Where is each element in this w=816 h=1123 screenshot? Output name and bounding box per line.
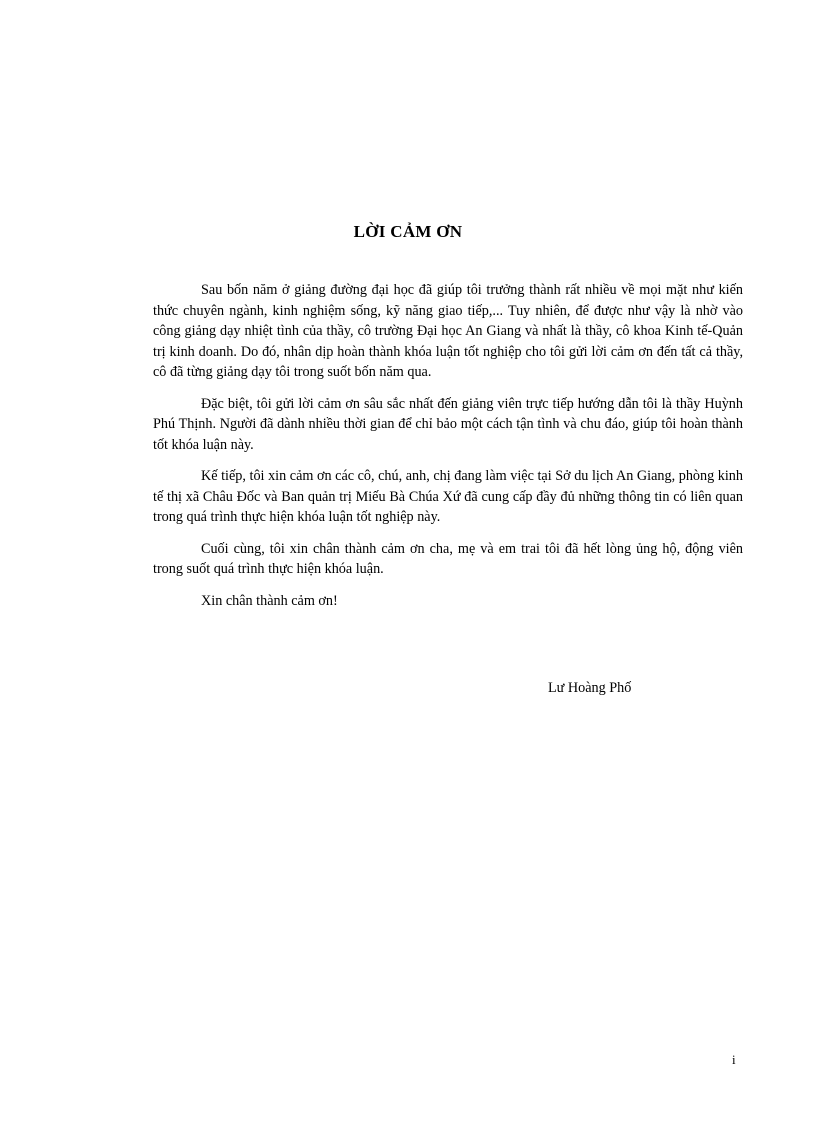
paragraph-3: Kế tiếp, tôi xin cảm ơn các cô, chú, anh, chị đang làm việc tại Sở du lịch An Giang, phòng kinh tế thị xã Châu Đốc và Ban quản trị Miếu Bà Chúa Xứ đã cung cấp đầy đủ những thông tin có liên quan trong quá trình thực hiện khóa luận tốt nghiệp này. — [153, 468, 743, 525]
paragraph-1: Sau bốn năm ở giảng đường đại học đã giúp tôi trưởng thành rất nhiều về mọi mặt như kiến thức chuyên ngành, kinh nghiệm sống, kỹ năng giao tiếp,... Tuy nhiên, để được như vậy là nhờ vào công giảng dạy nhiệt tình của thầy, cô trường Đại học An Giang và nhất là thầy, cô khoa Kinh tế-Quản trị kinh doanh. Do đó, nhân dịp hoàn thành khóa luận tốt nghiệp cho tôi gửi lời cảm ơn đến tất cả thầy, cô đã từng giảng dạy tôi trong suốt bốn năm qua. — [153, 282, 743, 380]
page-title: LỜI CẢM ƠN — [353, 222, 463, 241]
acknowledgement-body — [153, 280, 743, 611]
paragraph-2: Đặc biệt, tôi gửi lời cảm ơn sâu sắc nhất đến giảng viên trực tiếp hướng dẫn tôi là thầy Huỳnh Phú Thịnh. Người đã dành nhiều thời gian để chỉ bảo một cách tận tình và chu đáo, giúp tôi hoàn thành tốt khóa luận này. — [153, 395, 743, 453]
author-signature: Lư Hoàng Phố — [548, 680, 632, 696]
page-number: i — [732, 1052, 736, 1067]
paragraph-4: Cuối cùng, tôi xin chân thành cảm ơn cha, mẹ và em trai tôi đã hết lòng ủng hộ, động viên trong suốt quá trình thực hiện khóa luận. — [153, 540, 743, 577]
closing-line: Xin chân thành cảm ơn! — [201, 592, 338, 609]
